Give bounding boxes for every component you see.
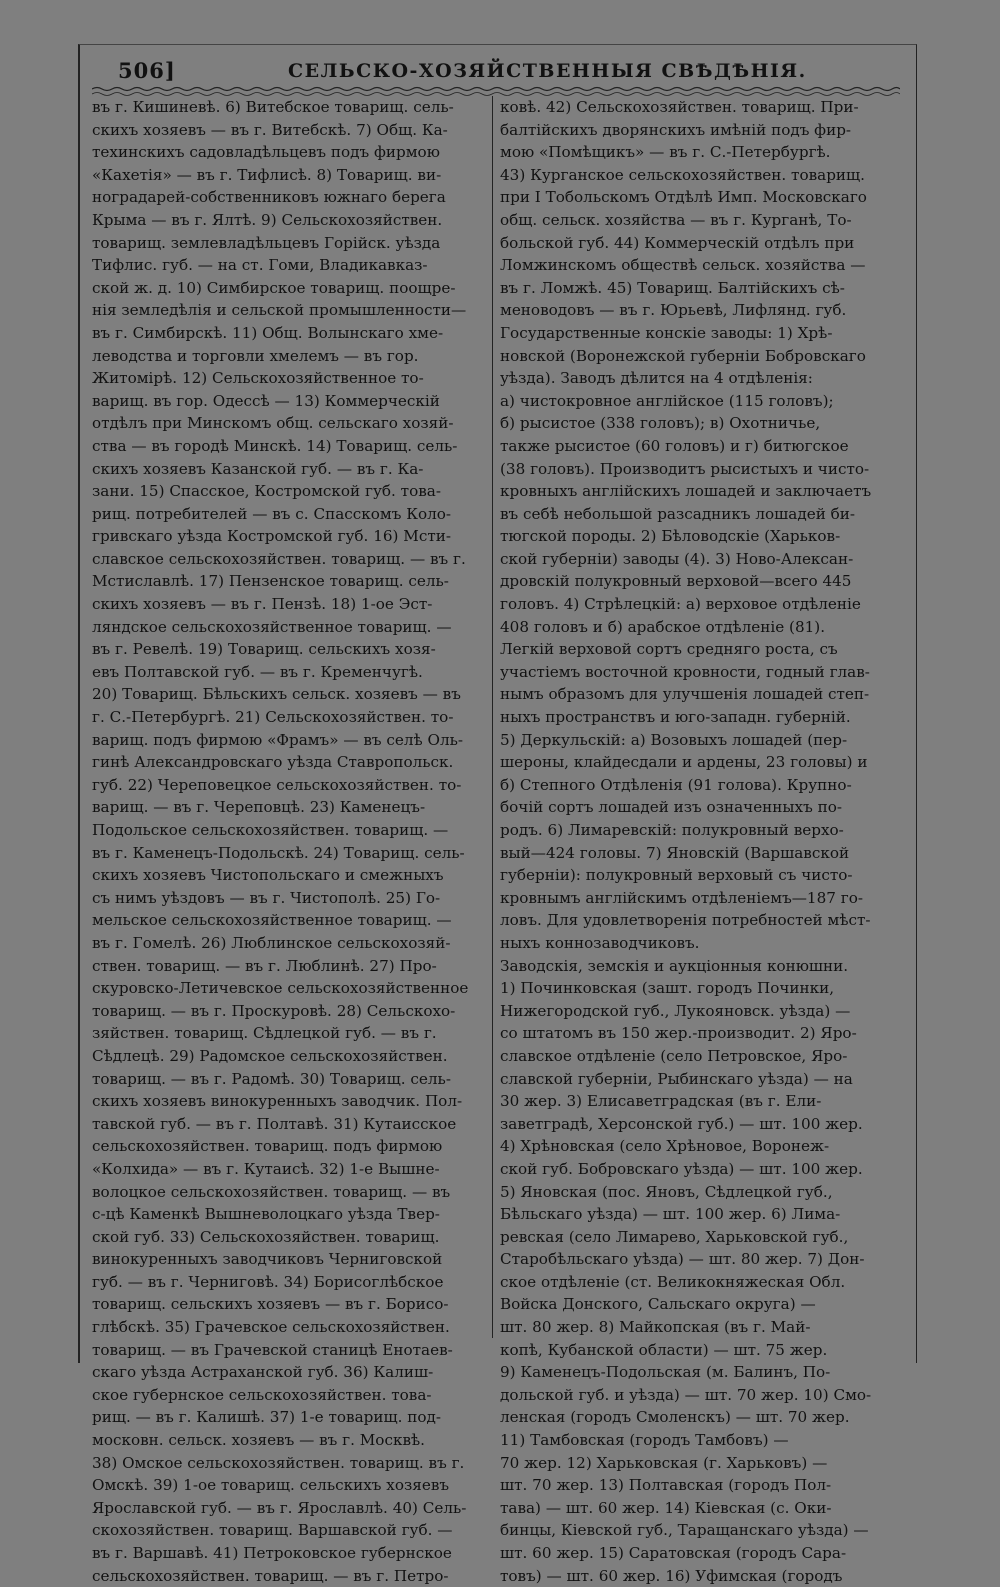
- text-line: ской губ. Бобровскаго уѣзда) — шт. 100 жер.: [500, 1159, 863, 1178]
- text-line: при I Тобольскомъ Отдѣлѣ Имп. Московскаго: [500, 188, 867, 207]
- text-line: Мстиславлѣ. 17) Пензенское товарищ. сель-: [92, 572, 449, 591]
- text-line: губ. 22) Череповецкое сельскохозяйствен. то-: [92, 775, 462, 794]
- text-line: 43) Курганское сельскохозяйствен. товарищ.: [500, 165, 865, 184]
- text-line: дровскій полукровный верховой—всего 445: [500, 572, 852, 591]
- header-wavy-rule: [92, 86, 900, 96]
- text-line: губ. — въ г. Черниговѣ. 34) Борисоглѣбское: [92, 1272, 444, 1291]
- text-line: вый—424 головы. 7) Яновскій (Варшавской: [500, 843, 850, 862]
- text-line: шероны, клайдесдали и ардены, 23 головы) и: [500, 753, 868, 772]
- text-line: заветградѣ, Херсонской губ.) — шт. 100 жер.: [500, 1114, 863, 1133]
- text-line: 38) Омское сельскохозяйствен. товарищ. въ г.: [92, 1453, 465, 1472]
- text-line: меноводовъ — въ г. Юрьевѣ, Лифлянд. губ.: [500, 301, 847, 320]
- text-line: шт. 60 жер. 15) Саратовская (городъ Сара-: [500, 1544, 847, 1562]
- text-line: ляндское сельскохозяйственное товарищ. —: [92, 617, 452, 636]
- text-line: 1) Починковская (зашт. городъ Починки,: [500, 979, 835, 998]
- text-line: ленская (городъ Смоленскъ) — шт. 70 жер.: [500, 1408, 850, 1427]
- text-line: бочій сортъ лошадей изъ означенныхъ по-: [500, 798, 842, 817]
- text-line: уѣзда). Заводъ дѣлится на 4 отдѣленія:: [500, 369, 813, 388]
- text-line: зяйствен. товарищ. Сѣдлецкой губ. — въ г.: [92, 1024, 437, 1043]
- text-line: с-цѣ Каменкѣ Вышневолоцкаго уѣзда Твер-: [92, 1205, 440, 1224]
- text-line: ныхъ пространствъ и юго-западн. губерній.: [500, 708, 851, 727]
- text-line: 30 жер. 3) Елисаветградская (въ г. Ели-: [500, 1092, 822, 1111]
- text-line: Житомірѣ. 12) Сельскохозяйственное то-: [92, 369, 424, 388]
- text-line: московн. сельск. хозяевъ — въ г. Москвѣ.: [92, 1431, 425, 1450]
- text-line: а) чистокровное англійское (115 головъ);: [500, 391, 834, 410]
- text-line: ской губерніи) заводы (4). 3) Ново-Алексан-: [500, 549, 854, 568]
- text-line: (38 головъ). Производитъ рысистыхъ и чисто-: [500, 459, 870, 478]
- text-line: волоцкое сельскохозяйствен. товарищ. — въ: [92, 1182, 451, 1201]
- text-line: нія земледѣлія и сельской промышленности—: [92, 301, 467, 320]
- text-line: товъ) — шт. 60 жер. 16) Уфимская (городъ: [500, 1566, 843, 1585]
- page-header: [118, 58, 898, 88]
- text-line: шт. 80 жер. 8) Майкопская (въ г. Май-: [500, 1318, 811, 1337]
- text-line: техинскихъ садовладѣльцевъ подъ фирмою: [92, 143, 440, 162]
- text-line: славское сельскохозяйствен. товарищ. — въ г.: [92, 549, 466, 568]
- text-line: ковѣ. 42) Сельскохозяйствен. товарищ. При-: [500, 98, 859, 116]
- text-line: гинѣ Александровскаго уѣзда Ставропольск.: [92, 753, 454, 772]
- text-line: 4) Хрѣновская (село Хрѣновое, Воронеж-: [500, 1137, 830, 1156]
- text-line: ской ж. д. 10) Симбирское товарищ. поощре-: [92, 278, 456, 297]
- text-line: также рысистое (60 головъ) и г) битюгское: [500, 436, 849, 455]
- text-line: въ г. Ломжѣ. 45) Товарищ. Балтійскихъ сѣ-: [500, 278, 845, 297]
- text-line: Войска Донского, Сальскаго округа) —: [500, 1295, 816, 1314]
- column-divider: [492, 96, 493, 1338]
- text-line: варищ. подъ фирмою «Фрамъ» — въ селѣ Оль-: [92, 730, 464, 749]
- text-line: скихъ хозяевъ — въ г. Пензѣ. 18) 1-ое Эст-: [92, 595, 433, 614]
- page-number: 506]: [118, 58, 176, 83]
- text-line: славское отдѣленіе (село Петровское, Яро-: [500, 1046, 848, 1065]
- running-title: СЕЛЬСКО-ХОЗЯЙСТВЕННЫЯ СВѢДѢНІЯ.: [288, 60, 807, 82]
- text-line: товарищ. — въ Грачевской станицѣ Енотаев-: [92, 1340, 453, 1359]
- text-line: ской губ. 33) Сельскохозяйствен. товарищ.: [92, 1227, 440, 1246]
- text-line: ревская (село Лимарево, Харьковской губ.,: [500, 1227, 849, 1246]
- text-line: рищ. — въ г. Калишѣ. 37) 1-е товарищ. под-: [92, 1408, 442, 1427]
- text-line: больской губ. 44) Коммерческій отдѣлъ при: [500, 233, 855, 252]
- text-line: со штатомъ въ 150 жер.-производит. 2) Яро-: [500, 1024, 857, 1043]
- text-line: новской (Воронежской губерніи Бобровскаго: [500, 346, 866, 365]
- text-line: мою «Помѣщикъ» — въ г. С.-Петербургѣ.: [500, 143, 831, 162]
- text-line: леводства и торговли хмелемъ — въ гор.: [92, 346, 419, 365]
- left-column: [92, 96, 486, 1587]
- text-line: Бѣльскаго уѣзда) — шт. 100 жер. 6) Лима-: [500, 1205, 841, 1224]
- text-line: Тифлис. губ. — на ст. Гоми, Владикавказ-: [92, 256, 428, 275]
- text-line: Крыма — въ г. Ялтѣ. 9) Сельскохозяйствен.: [92, 210, 443, 229]
- text-line: евъ Полтавской губ. — въ г. Кременчугѣ.: [92, 662, 423, 681]
- text-line: глѣбскѣ. 35) Грачевское сельскохозяйствен.: [92, 1318, 450, 1337]
- text-line: Нижегородской губ., Лукояновск. уѣзда) —: [500, 1001, 851, 1020]
- text-line: товарищ. — въ г. Радомѣ. 30) Товарищ. сель-: [92, 1069, 451, 1088]
- text-line: скаго уѣзда Астраханской губ. 36) Калиш-: [92, 1363, 434, 1382]
- right-column: [500, 96, 904, 1587]
- text-line: варищ. — въ г. Череповцѣ. 23) Каменецъ-: [92, 798, 426, 817]
- text-line: въ г. Ревелѣ. 19) Товарищ. сельскихъ хозя-: [92, 640, 436, 659]
- text-line: Ярославской губ. — въ г. Ярославлѣ. 40) Сель-: [92, 1498, 467, 1517]
- text-line: 20) Товарищ. Бѣльскихъ сельск. хозяевъ — въ: [92, 685, 461, 704]
- text-line: скихъ хозяевъ Казанской губ. — въ г. Ка-: [92, 459, 424, 478]
- text-line: сельскохозяйствен. товарищ. — въ г. Петро-: [92, 1566, 449, 1585]
- text-line: ноградарей-собственниковъ южнаго берега: [92, 188, 446, 207]
- text-line: нымъ образомъ для улучшенія лошадей степ-: [500, 685, 870, 704]
- text-line: въ г. Варшавѣ. 41) Петроковское губернское: [92, 1544, 452, 1562]
- text-line: отдѣлъ при Минскомъ общ. сельскаго хозяй-: [92, 414, 454, 433]
- text-line: мельское сельскохозяйственное товарищ. —: [92, 911, 452, 930]
- text-line: 5) Яновская (пос. Яновъ, Сѣдлецкой губ.,: [500, 1182, 833, 1201]
- text-line: въ г. Симбирскѣ. 11) Общ. Волынскаго хме-: [92, 323, 444, 342]
- text-line: винокуренныхъ заводчиковъ Черниговской: [92, 1250, 443, 1269]
- text-line: скихъ хозяевъ винокуренныхъ заводчик. Пол-: [92, 1092, 463, 1111]
- text-line: «Кахетія» — въ г. Тифлисѣ. 8) Товарищ. ви-: [92, 165, 442, 184]
- text-line: Государственные конскіе заводы: 1) Хрѣ-: [500, 323, 833, 342]
- text-line: б) Степного Отдѣленія (91 голова). Крупно-: [500, 775, 852, 794]
- text-line: Ломжинскомъ обществѣ сельск. хозяйства —: [500, 256, 866, 275]
- text-line: 11) Тамбовская (городъ Тамбовъ) —: [500, 1431, 789, 1450]
- text-line: скохозяйствен. товарищ. Варшавской губ. —: [92, 1521, 453, 1540]
- text-line: съ нимъ уѣздовъ — въ г. Чистополѣ. 25) Го-: [92, 888, 441, 907]
- text-line: «Колхида» — въ г. Кутаисѣ. 32) 1-е Вышне-: [92, 1159, 440, 1178]
- text-line: въ г. Гомелѣ. 26) Люблинское сельскохозяй-: [92, 933, 451, 952]
- text-line: скихъ хозяевъ Чистопольскаго и смежныхъ: [92, 866, 444, 885]
- text-line: скуровско-Летичевское сельскохозяйственное: [92, 979, 469, 998]
- text-line: головъ. 4) Стрѣлецкій: а) верховое отдѣленіе: [500, 595, 861, 614]
- text-line: въ себѣ небольшой разсадникъ лошадей би-: [500, 504, 856, 523]
- text-line: ское отдѣленіе (ст. Великокняжеская Обл.: [500, 1272, 846, 1291]
- text-line: б) рысистое (338 головъ); в) Охотничье,: [500, 414, 821, 433]
- text-line: рищ. потребителей — въ с. Спасскомъ Коло-: [92, 504, 452, 523]
- text-line: славской губерніи, Рыбинскаго уѣзда) — на: [500, 1069, 853, 1088]
- text-line: Легкій верховой сортъ средняго роста, съ: [500, 640, 838, 659]
- text-line: копѣ, Кубанской области) — шт. 75 жер.: [500, 1340, 828, 1359]
- text-line: сельскохозяйствен. товарищ. подъ фирмою: [92, 1137, 443, 1156]
- text-line: товарищ. — въ г. Проскуровѣ. 28) Сельскохо-: [92, 1001, 456, 1020]
- text-line: зани. 15) Спасское, Костромской губ. това-: [92, 482, 441, 501]
- text-line: въ г. Кишиневѣ. 6) Витебское товарищ. сель-: [92, 98, 454, 116]
- text-line: г. С.-Петербургѣ. 21) Сельскохозяйствен. то-: [92, 708, 454, 727]
- text-line: Старобѣльскаго уѣзда) — шт. 80 жер. 7) Дон-: [500, 1250, 865, 1269]
- text-line: скихъ хозяевъ — въ г. Витебскѣ. 7) Общ. Ка-: [92, 120, 448, 139]
- text-line: губерніи): полукровный верховый съ чисто-: [500, 866, 853, 885]
- text-line: ствен. товарищ. — въ г. Люблинѣ. 27) Про-: [92, 956, 437, 975]
- text-line: родъ. 6) Лимаревскій: полукровный верхо-: [500, 821, 844, 839]
- text-line: кровныхъ англійскихъ лошадей и заключаетъ: [500, 482, 872, 501]
- text-line: Сѣдлецѣ. 29) Радомское сельскохозяйствен.: [92, 1046, 448, 1065]
- text-line: общ. сельск. хозяйства — въ г. Курганѣ, То-: [500, 210, 852, 229]
- text-line: Заводскія, земскія и аукціонныя конюшни.: [500, 956, 849, 975]
- text-line: 5) Деркульскій: а) Возовыхъ лошадей (пер-: [500, 730, 848, 749]
- text-line: бинцы, Кіевской губ., Таращанскаго уѣзда) —: [500, 1521, 869, 1540]
- text-line: Омскѣ. 39) 1-ое товарищ. сельскихъ хозяевъ: [92, 1476, 450, 1495]
- text-line: Подольское сельскохозяйствен. товарищ. —: [92, 821, 449, 839]
- text-line: товарищ. сельскихъ хозяевъ — въ г. Борисо-: [92, 1295, 449, 1314]
- text-line: въ г. Каменецъ-Подольскѣ. 24) Товарищ. сель-: [92, 843, 465, 862]
- text-line: товарищ. землевладѣльцевъ Горійск. уѣзда: [92, 233, 441, 252]
- text-line: дольской губ. и уѣзда) — шт. 70 жер. 10) Смо-: [500, 1385, 872, 1404]
- text-line: 408 головъ и б) арабское отдѣленіе (81).: [500, 617, 826, 636]
- text-line: кровнымъ англійскимъ отдѣленіемъ—187 го-: [500, 888, 863, 907]
- text-line: ства — въ городѣ Минскѣ. 14) Товарищ. сель-: [92, 436, 458, 455]
- text-line: балтійскихъ дворянскихъ имѣній подъ фир-: [500, 120, 852, 139]
- text-line: 9) Каменецъ-Подольская (м. Балинъ, По-: [500, 1363, 831, 1382]
- text-line: ское губернское сельскохозяйствен. това-: [92, 1385, 432, 1404]
- text-line: ловъ. Для удовлетворенія потребностей мѣст-: [500, 911, 871, 930]
- text-line: ныхъ коннозаводчиковъ.: [500, 933, 700, 952]
- text-line: шт. 70 жер. 13) Полтавская (городъ Пол-: [500, 1476, 832, 1495]
- text-line: участіемъ восточной кровности, годный глав-: [500, 662, 870, 681]
- text-line: 70 жер. 12) Харьковская (г. Харьковъ) —: [500, 1453, 828, 1472]
- text-line: варищ. въ гор. Одессѣ — 13) Коммерческій: [92, 391, 440, 410]
- text-line: тавской губ. — въ г. Полтавѣ. 31) Кутаисское: [92, 1114, 457, 1133]
- text-line: тава) — шт. 60 жер. 14) Кіевская (с. Оки-: [500, 1498, 832, 1517]
- text-line: тюгской породы. 2) Бѣловодскіе (Харьков-: [500, 527, 841, 546]
- text-line: гривскаго уѣзда Костромской губ. 16) Мсти-: [92, 527, 452, 546]
